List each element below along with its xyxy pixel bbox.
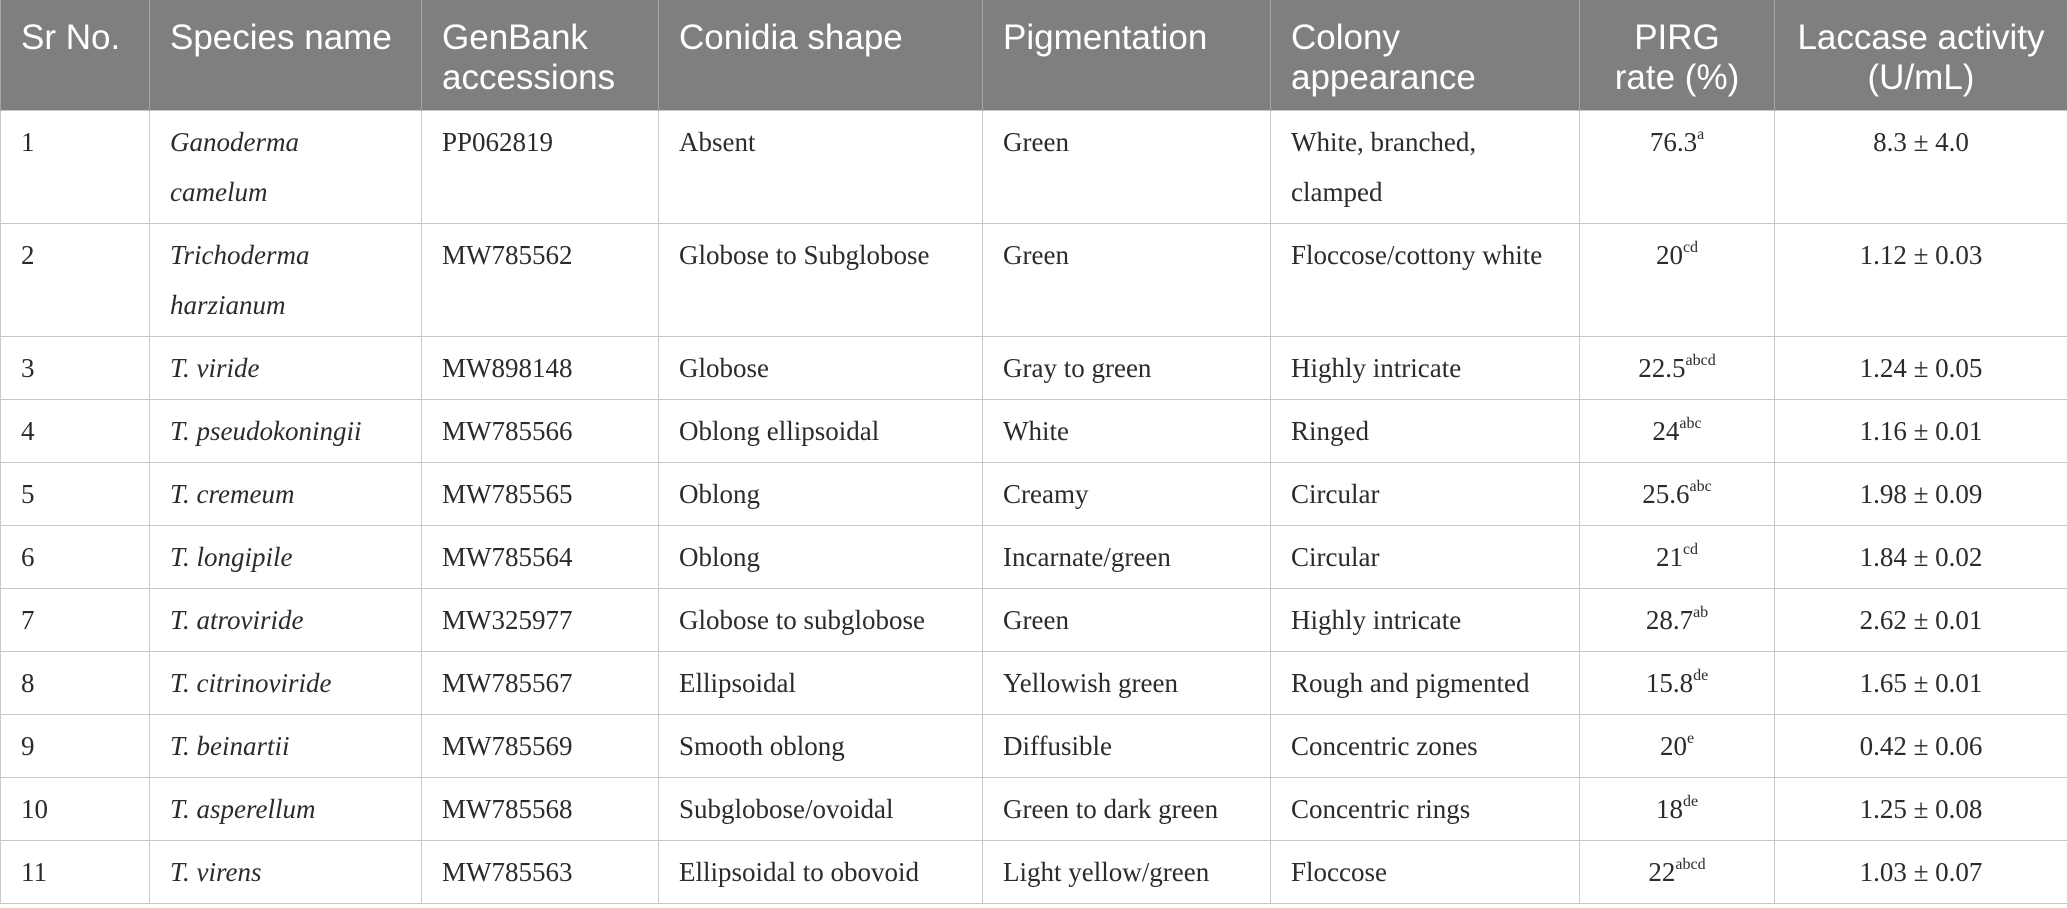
- cell-pirg-rate-value: 20: [1659, 731, 1687, 761]
- cell-colony-appearance-value: Concentric rings: [1291, 794, 1471, 824]
- header-genbank-accessions: GenBank accessions: [422, 0, 659, 111]
- cell-sr-no-value: 9: [21, 731, 35, 761]
- cell-conidia-shape-value: Oblong: [679, 542, 760, 572]
- cell-genbank-accession-value: MW785563: [442, 857, 573, 887]
- cell-conidia-shape-value: Smooth oblong: [679, 731, 845, 761]
- cell-species-name-value: T. asperellum: [170, 794, 316, 824]
- cell-pirg-rate: [1580, 652, 1775, 715]
- header-pirg-rate: PIRG rate (%): [1580, 0, 1775, 111]
- cell-colony-appearance-value: Circular: [1291, 479, 1380, 509]
- table-header: [1, 0, 2067, 111]
- cell-pirg-rate: [1580, 589, 1775, 652]
- cell-conidia-shape: [659, 400, 983, 463]
- cell-genbank-accession: [422, 111, 659, 224]
- cell-genbank-accession: [422, 841, 659, 904]
- cell-pirg-rate-value: 76.3: [1649, 127, 1698, 157]
- table-row: [1, 652, 2067, 715]
- cell-sr-no: [1, 841, 150, 904]
- significance-letter: cd: [1682, 239, 1699, 256]
- cell-laccase-activity: [1775, 526, 2067, 589]
- cell-species-name-value: Trichoderma harzianum: [170, 240, 310, 320]
- cell-colony-appearance: [1271, 463, 1580, 526]
- table-row: [1, 589, 2067, 652]
- cell-pirg-rate: [1580, 778, 1775, 841]
- significance-letter: abcd: [1675, 856, 1706, 873]
- cell-pirg-rate-value: 24: [1652, 416, 1680, 446]
- cell-colony-appearance-value: Highly intricate: [1291, 605, 1462, 635]
- significance-letter: e: [1686, 730, 1695, 747]
- cell-pirg-rate: [1580, 715, 1775, 778]
- cell-colony-appearance: [1271, 400, 1580, 463]
- cell-pirg-rate: [1580, 111, 1775, 224]
- cell-genbank-accession-value: MW785568: [442, 794, 573, 824]
- table-row: [1, 400, 2067, 463]
- cell-sr-no-value: 4: [21, 416, 35, 446]
- cell-sr-no: [1, 111, 150, 224]
- significance-letter: abc: [1689, 478, 1712, 495]
- cell-sr-no-value: 7: [21, 605, 35, 635]
- significance-letter: de: [1693, 667, 1709, 684]
- cell-genbank-accession-value: MW785569: [442, 731, 573, 761]
- cell-sr-no-value: 6: [21, 542, 35, 572]
- cell-sr-no: [1, 778, 150, 841]
- cell-colony-appearance: [1271, 589, 1580, 652]
- significance-letter: abcd: [1685, 352, 1716, 369]
- cell-pigmentation-value: Green: [1003, 605, 1069, 635]
- cell-colony-appearance: [1271, 224, 1580, 337]
- cell-sr-no-value: 3: [21, 353, 35, 383]
- cell-species-name: [150, 652, 422, 715]
- cell-laccase-activity: [1775, 589, 2067, 652]
- cell-species-name-value: T. atroviride: [170, 605, 304, 635]
- header-colony-appearance: Colony appearance: [1271, 0, 1580, 111]
- cell-species-name: [150, 778, 422, 841]
- cell-conidia-shape-value: Absent: [679, 127, 756, 157]
- cell-laccase-activity: [1775, 111, 2067, 224]
- cell-pirg-rate-value: 15.8: [1645, 668, 1694, 698]
- cell-colony-appearance: [1271, 337, 1580, 400]
- cell-pirg-rate: [1580, 526, 1775, 589]
- cell-colony-appearance: [1271, 111, 1580, 224]
- cell-colony-appearance-value: Circular: [1291, 542, 1380, 572]
- table-row: [1, 111, 2067, 224]
- cell-laccase-activity-value: 1.12 ± 0.03: [1859, 240, 1983, 270]
- cell-pigmentation-value: White: [1003, 416, 1069, 446]
- cell-pigmentation-value: Incarnate/green: [1003, 542, 1171, 572]
- table-row: [1, 778, 2067, 841]
- cell-laccase-activity-value: 1.65 ± 0.01: [1859, 668, 1983, 698]
- cell-species-name-value: T. cremeum: [170, 479, 295, 509]
- cell-laccase-activity-value: 1.25 ± 0.08: [1859, 794, 1983, 824]
- cell-sr-no-value: 5: [21, 479, 35, 509]
- cell-sr-no: [1, 337, 150, 400]
- cell-pirg-rate-value: 28.7: [1645, 605, 1694, 635]
- cell-conidia-shape: [659, 526, 983, 589]
- cell-laccase-activity-value: 0.42 ± 0.06: [1859, 731, 1983, 761]
- cell-pigmentation: [983, 526, 1271, 589]
- cell-pirg-rate-value: 22.5: [1638, 353, 1686, 383]
- cell-pigmentation-value: Green: [1003, 127, 1069, 157]
- cell-sr-no-value: 2: [21, 240, 35, 270]
- cell-genbank-accession: [422, 589, 659, 652]
- significance-letter: abc: [1679, 415, 1702, 432]
- cell-colony-appearance: [1271, 652, 1580, 715]
- cell-genbank-accession: [422, 224, 659, 337]
- cell-conidia-shape-value: Globose to subglobose: [679, 605, 925, 635]
- cell-pirg-rate: [1580, 841, 1775, 904]
- cell-pigmentation: [983, 589, 1271, 652]
- cell-colony-appearance-value: Highly intricate: [1291, 353, 1462, 383]
- cell-colony-appearance: [1271, 715, 1580, 778]
- cell-pigmentation: [983, 715, 1271, 778]
- cell-conidia-shape-value: Globose to Subglobose: [679, 240, 930, 270]
- cell-colony-appearance-value: White, branched, clamped: [1291, 127, 1477, 207]
- cell-laccase-activity: [1775, 778, 2067, 841]
- cell-pirg-rate: [1580, 400, 1775, 463]
- cell-pigmentation: [983, 778, 1271, 841]
- header-conidia-shape: Conidia shape: [659, 0, 983, 111]
- cell-laccase-activity: [1775, 337, 2067, 400]
- cell-sr-no: [1, 652, 150, 715]
- cell-species-name-value: T. virens: [170, 857, 262, 887]
- cell-species-name-value: Ganoderma camelum: [170, 127, 299, 207]
- header-species-name: Species name: [150, 0, 422, 111]
- table-row: [1, 526, 2067, 589]
- cell-sr-no-value: 11: [21, 857, 47, 887]
- cell-sr-no-value: 1: [21, 127, 35, 157]
- header-laccase-activity: Laccase activity (U/mL): [1775, 0, 2067, 111]
- cell-species-name: [150, 111, 422, 224]
- cell-colony-appearance-value: Ringed: [1291, 416, 1369, 446]
- cell-sr-no: [1, 400, 150, 463]
- cell-genbank-accession: [422, 463, 659, 526]
- significance-letter: a: [1697, 126, 1705, 143]
- cell-conidia-shape-value: Oblong ellipsoidal: [679, 416, 880, 446]
- cell-species-name: [150, 463, 422, 526]
- cell-laccase-activity: [1775, 463, 2067, 526]
- cell-genbank-accession-value: PP062819: [442, 127, 554, 157]
- cell-conidia-shape-value: Ellipsoidal to obovoid: [679, 857, 919, 887]
- table-body: [1, 111, 2067, 904]
- cell-pigmentation-value: Gray to green: [1003, 353, 1152, 383]
- header-row: [1, 0, 2067, 111]
- cell-species-name: [150, 224, 422, 337]
- cell-conidia-shape: [659, 463, 983, 526]
- cell-species-name: [150, 715, 422, 778]
- cell-pirg-rate: [1580, 337, 1775, 400]
- cell-laccase-activity: [1775, 400, 2067, 463]
- header-pigmentation: Pigmentation: [983, 0, 1271, 111]
- header-sr-no: Sr No.: [1, 0, 150, 111]
- cell-pigmentation-value: Creamy: [1003, 479, 1089, 509]
- cell-sr-no-value: 10: [21, 794, 48, 824]
- cell-sr-no: [1, 589, 150, 652]
- cell-pirg-rate-value: 22: [1648, 857, 1676, 887]
- significance-letter: de: [1682, 793, 1699, 810]
- cell-pigmentation-value: Green: [1003, 240, 1069, 270]
- cell-conidia-shape-value: Ellipsoidal: [679, 668, 796, 698]
- cell-pirg-rate: [1580, 463, 1775, 526]
- cell-genbank-accession: [422, 652, 659, 715]
- cell-genbank-accession: [422, 400, 659, 463]
- cell-colony-appearance: [1271, 526, 1580, 589]
- cell-genbank-accession-value: MW785565: [442, 479, 573, 509]
- cell-species-name-value: T. viride: [170, 353, 260, 383]
- cell-sr-no-value: 8: [21, 668, 35, 698]
- cell-laccase-activity: [1775, 841, 2067, 904]
- cell-conidia-shape: [659, 224, 983, 337]
- significance-letter: ab: [1693, 604, 1709, 621]
- cell-conidia-shape: [659, 841, 983, 904]
- cell-pirg-rate-value: 18: [1655, 794, 1683, 824]
- cell-conidia-shape: [659, 111, 983, 224]
- cell-conidia-shape: [659, 778, 983, 841]
- cell-pigmentation-value: Green to dark green: [1003, 794, 1219, 824]
- cell-conidia-shape: [659, 715, 983, 778]
- cell-species-name: [150, 400, 422, 463]
- table-row: [1, 337, 2067, 400]
- cell-conidia-shape: [659, 589, 983, 652]
- cell-colony-appearance-value: Concentric zones: [1291, 731, 1478, 761]
- cell-sr-no: [1, 526, 150, 589]
- cell-species-name-value: T. beinartii: [170, 731, 290, 761]
- cell-species-name: [150, 337, 422, 400]
- cell-species-name-value: T. longipile: [170, 542, 293, 572]
- cell-laccase-activity-value: 1.16 ± 0.01: [1859, 416, 1983, 446]
- cell-genbank-accession: [422, 337, 659, 400]
- cell-sr-no: [1, 224, 150, 337]
- table-row: [1, 841, 2067, 904]
- cell-colony-appearance-value: Rough and pigmented: [1291, 668, 1530, 698]
- cell-pigmentation-value: Diffusible: [1003, 731, 1112, 761]
- cell-pigmentation: [983, 652, 1271, 715]
- cell-pigmentation: [983, 841, 1271, 904]
- cell-species-name-value: T. citrinoviride: [170, 668, 332, 698]
- cell-species-name: [150, 841, 422, 904]
- table-row: [1, 715, 2067, 778]
- cell-species-name-value: T. pseudokoningii: [170, 416, 362, 446]
- cell-colony-appearance-value: Floccose: [1291, 857, 1387, 887]
- cell-sr-no: [1, 463, 150, 526]
- cell-pigmentation: [983, 111, 1271, 224]
- cell-laccase-activity: [1775, 652, 2067, 715]
- cell-pigmentation: [983, 337, 1271, 400]
- cell-conidia-shape-value: Subglobose/ovoidal: [679, 794, 894, 824]
- table-row: [1, 463, 2067, 526]
- cell-colony-appearance-value: Floccose/cottony white: [1291, 240, 1543, 270]
- cell-laccase-activity-value: 1.84 ± 0.02: [1859, 542, 1983, 572]
- cell-laccase-activity-value: 1.24 ± 0.05: [1859, 353, 1983, 383]
- cell-laccase-activity: [1775, 224, 2067, 337]
- cell-pirg-rate-value: 21: [1655, 542, 1683, 572]
- cell-laccase-activity-value: 2.62 ± 0.01: [1859, 605, 1983, 635]
- cell-genbank-accession-value: MW785567: [442, 668, 573, 698]
- cell-genbank-accession: [422, 778, 659, 841]
- cell-pirg-rate: [1580, 224, 1775, 337]
- cell-species-name: [150, 526, 422, 589]
- cell-genbank-accession: [422, 715, 659, 778]
- cell-laccase-activity-value: 1.98 ± 0.09: [1859, 479, 1983, 509]
- cell-species-name: [150, 589, 422, 652]
- cell-pigmentation-value: Light yellow/green: [1003, 857, 1210, 887]
- table-row: [1, 224, 2067, 337]
- cell-colony-appearance: [1271, 778, 1580, 841]
- cell-pigmentation: [983, 224, 1271, 337]
- cell-genbank-accession: [422, 526, 659, 589]
- cell-sr-no: [1, 715, 150, 778]
- significance-letter: cd: [1682, 541, 1699, 558]
- cell-conidia-shape: [659, 652, 983, 715]
- cell-conidia-shape-value: Globose: [679, 353, 769, 383]
- cell-pigmentation: [983, 463, 1271, 526]
- cell-laccase-activity: [1775, 715, 2067, 778]
- cell-pigmentation-value: Yellowish green: [1003, 668, 1178, 698]
- cell-colony-appearance: [1271, 841, 1580, 904]
- cell-genbank-accession-value: MW898148: [442, 353, 573, 383]
- cell-laccase-activity-value: 1.03 ± 0.07: [1859, 857, 1983, 887]
- cell-genbank-accession-value: MW785562: [442, 240, 573, 270]
- cell-conidia-shape: [659, 337, 983, 400]
- cell-pirg-rate-value: 20: [1655, 240, 1683, 270]
- cell-genbank-accession-value: MW785564: [442, 542, 573, 572]
- cell-laccase-activity-value: 8.3 ± 4.0: [1873, 127, 1969, 157]
- cell-pirg-rate-value: 25.6: [1642, 479, 1690, 509]
- cell-conidia-shape-value: Oblong: [679, 479, 760, 509]
- cell-genbank-accession-value: MW325977: [442, 605, 573, 635]
- cell-pigmentation: [983, 400, 1271, 463]
- cell-genbank-accession-value: MW785566: [442, 416, 573, 446]
